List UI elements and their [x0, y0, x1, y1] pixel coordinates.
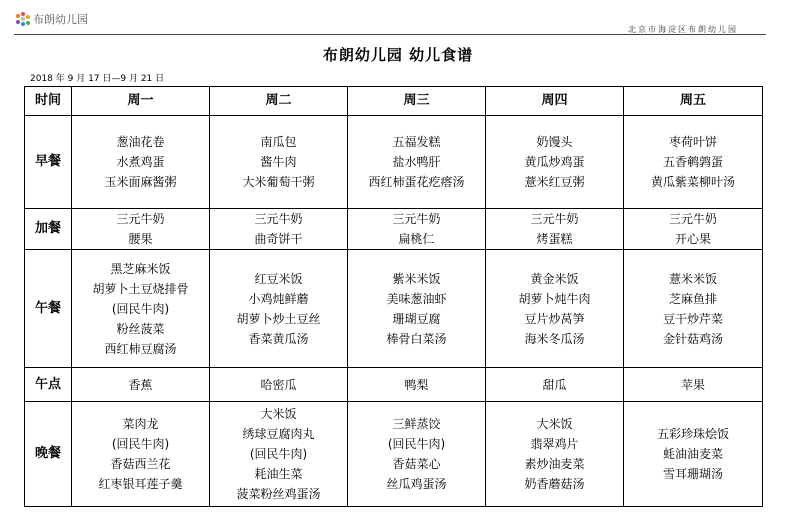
dish-item: 酱牛肉 [260, 155, 297, 169]
menu-cell [624, 209, 763, 250]
dish-item: 奶香蘑菇汤 [524, 477, 585, 491]
dish-item: 大米饭 [260, 407, 297, 421]
menu-cell [486, 250, 624, 368]
dish-item: 葱油花卷 [116, 135, 165, 149]
menu-cell [348, 116, 486, 209]
dish-item: 翡翠鸡片 [530, 437, 579, 451]
dish-item: 胡萝卜炒土豆丝 [236, 311, 321, 326]
dish-item: 菜肉龙 [122, 417, 159, 431]
menu-cell [210, 402, 348, 507]
dish-item: 玉米面麻酱粥 [104, 175, 177, 189]
menu-cell [72, 368, 210, 402]
dish-item: (回民牛肉) [111, 301, 170, 316]
dish-item: 雪耳珊瑚汤 [662, 467, 723, 481]
dish-item: 胡萝卜土豆烧排骨 [92, 281, 189, 296]
day-header: 周三 [348, 87, 486, 116]
dish-item: 素炒油麦菜 [524, 457, 585, 471]
dish-item: 丝瓜鸡蛋汤 [386, 477, 447, 491]
dish-item: 苹果 [680, 377, 705, 392]
dish-item: 黄金米饭 [530, 271, 579, 286]
menu-cell [72, 402, 210, 507]
dish-item: 香菇西兰花 [110, 457, 171, 471]
day-header: 周一 [72, 87, 210, 116]
dish-item: (回民牛肉) [387, 437, 446, 451]
header-divider [14, 34, 766, 35]
menu-cell [210, 116, 348, 209]
dish-item: 枣荷叶饼 [668, 135, 717, 149]
dish-item: 耗油生菜 [254, 467, 303, 481]
dish-item: 香菇菜心 [392, 457, 441, 471]
table-row [25, 250, 763, 368]
table-row [25, 402, 763, 507]
dish-item: 粉丝菠菜 [116, 321, 165, 336]
dish-item: 大米饭 [536, 417, 573, 431]
dish-item: 扁桃仁 [398, 232, 435, 246]
dish-item: 海米冬瓜汤 [524, 331, 585, 346]
corner-header: 时间 [25, 87, 72, 116]
dish-item: 水煮鸡蛋 [116, 155, 165, 169]
menu-cell [624, 402, 763, 507]
table-row [25, 209, 763, 250]
dish-item: 南瓜包 [260, 135, 297, 149]
dish-item: 金针菇鸡汤 [662, 331, 723, 346]
table-row [25, 116, 763, 209]
dish-item: 甜瓜 [542, 377, 567, 392]
dish-item: 黄瓜炒鸡蛋 [524, 155, 585, 169]
dish-item: 五福发糕 [392, 135, 441, 149]
dish-item: 红枣银耳莲子羹 [98, 477, 183, 491]
menu-cell [72, 209, 210, 250]
dish-item: 黑芝麻米饭 [110, 261, 171, 276]
menu-cell [210, 209, 348, 250]
logo-text: 布朗幼儿园 [33, 13, 88, 26]
dish-item: 豆片炒莴笋 [524, 311, 585, 326]
dish-item: 开心果 [674, 232, 711, 246]
menu-cell [624, 250, 763, 368]
menu-cell [72, 250, 210, 368]
dish-item: 三鲜蒸饺 [392, 417, 441, 431]
dish-item: 西红柿蛋花疙瘩汤 [368, 175, 465, 189]
dish-item: 芝麻鱼排 [668, 291, 717, 306]
menu-cell [72, 116, 210, 209]
menu-cell [348, 402, 486, 507]
day-header: 周五 [624, 87, 763, 116]
dish-item: 香蕉 [128, 377, 153, 392]
menu-cell [624, 116, 763, 209]
school-logo [16, 11, 88, 27]
dish-item: 三元牛奶 [668, 212, 717, 226]
day-header: 周二 [210, 87, 348, 116]
menu-cell [348, 209, 486, 250]
page-title: 布朗幼儿园 幼儿食谱 [322, 46, 474, 64]
meal-label: 午餐 [25, 250, 72, 368]
menu-cell [486, 402, 624, 507]
dish-item: 美味葱油虾 [386, 291, 447, 306]
dish-item: 小鸡炖鲜蘑 [248, 291, 309, 306]
menu-cell [210, 250, 348, 368]
dish-item: 烤蛋糕 [536, 232, 573, 246]
dish-item: 大米葡萄干粥 [242, 175, 315, 189]
dish-item: 红豆米饭 [254, 271, 303, 286]
menu-cell [348, 250, 486, 368]
menu-cell [624, 368, 763, 402]
dish-item: 珊瑚豆腐 [392, 311, 441, 326]
menu-cell [210, 368, 348, 402]
dish-item: (回民牛肉) [111, 437, 170, 451]
dish-item: 绣球豆腐肉丸 [242, 427, 315, 441]
dish-item: 五彩珍珠烩饭 [656, 427, 729, 441]
day-header: 周四 [486, 87, 624, 116]
dish-item: 曲奇饼干 [254, 232, 303, 246]
flower-logo-icon [16, 12, 30, 26]
meal-label: 加餐 [25, 209, 72, 250]
menu-table [24, 86, 763, 507]
dish-item: 蚝油油麦菜 [662, 447, 723, 461]
meal-label: 早餐 [25, 116, 72, 209]
dish-item: 五香鹌鹑蛋 [662, 155, 723, 169]
dish-item: (回民牛肉) [249, 447, 308, 461]
dish-item: 香菜黄瓜汤 [248, 331, 309, 346]
meal-label: 晚餐 [25, 402, 72, 507]
dish-item: 哈密瓜 [260, 377, 297, 392]
table-row [25, 368, 763, 402]
dish-item: 薏米米饭 [668, 271, 717, 286]
dish-item: 腰果 [128, 232, 153, 246]
menu-cell [486, 368, 624, 402]
dish-item: 菠菜粉丝鸡蛋汤 [236, 487, 321, 501]
dish-item: 盐水鸭肝 [392, 155, 441, 169]
date-range: 2018 年 9 月 17 日—9 月 21 日 [30, 74, 165, 84]
dish-item: 豆干炒芹菜 [662, 311, 723, 326]
dish-item: 棒骨白菜汤 [386, 331, 447, 346]
table-header-row [25, 87, 763, 116]
dish-item: 鸭梨 [404, 377, 429, 392]
dish-item: 三元牛奶 [254, 212, 303, 226]
dish-item: 黄瓜紫菜柳叶汤 [650, 175, 735, 189]
dish-item: 紫米米饭 [392, 271, 441, 286]
dish-item: 薏米红豆粥 [524, 175, 585, 189]
dish-item: 三元牛奶 [116, 212, 165, 226]
dish-item: 胡萝卜炖牛肉 [518, 291, 591, 306]
school-address: 北京市海淀区布朗幼儿园 [628, 25, 738, 34]
dish-item: 奶馒头 [536, 135, 573, 149]
dish-item: 三元牛奶 [392, 212, 441, 226]
menu-cell [486, 116, 624, 209]
menu-cell [348, 368, 486, 402]
meal-label: 午点 [25, 368, 72, 402]
dish-item: 西红柿豆腐汤 [104, 341, 177, 356]
dish-item: 三元牛奶 [530, 212, 579, 226]
menu-cell [486, 209, 624, 250]
